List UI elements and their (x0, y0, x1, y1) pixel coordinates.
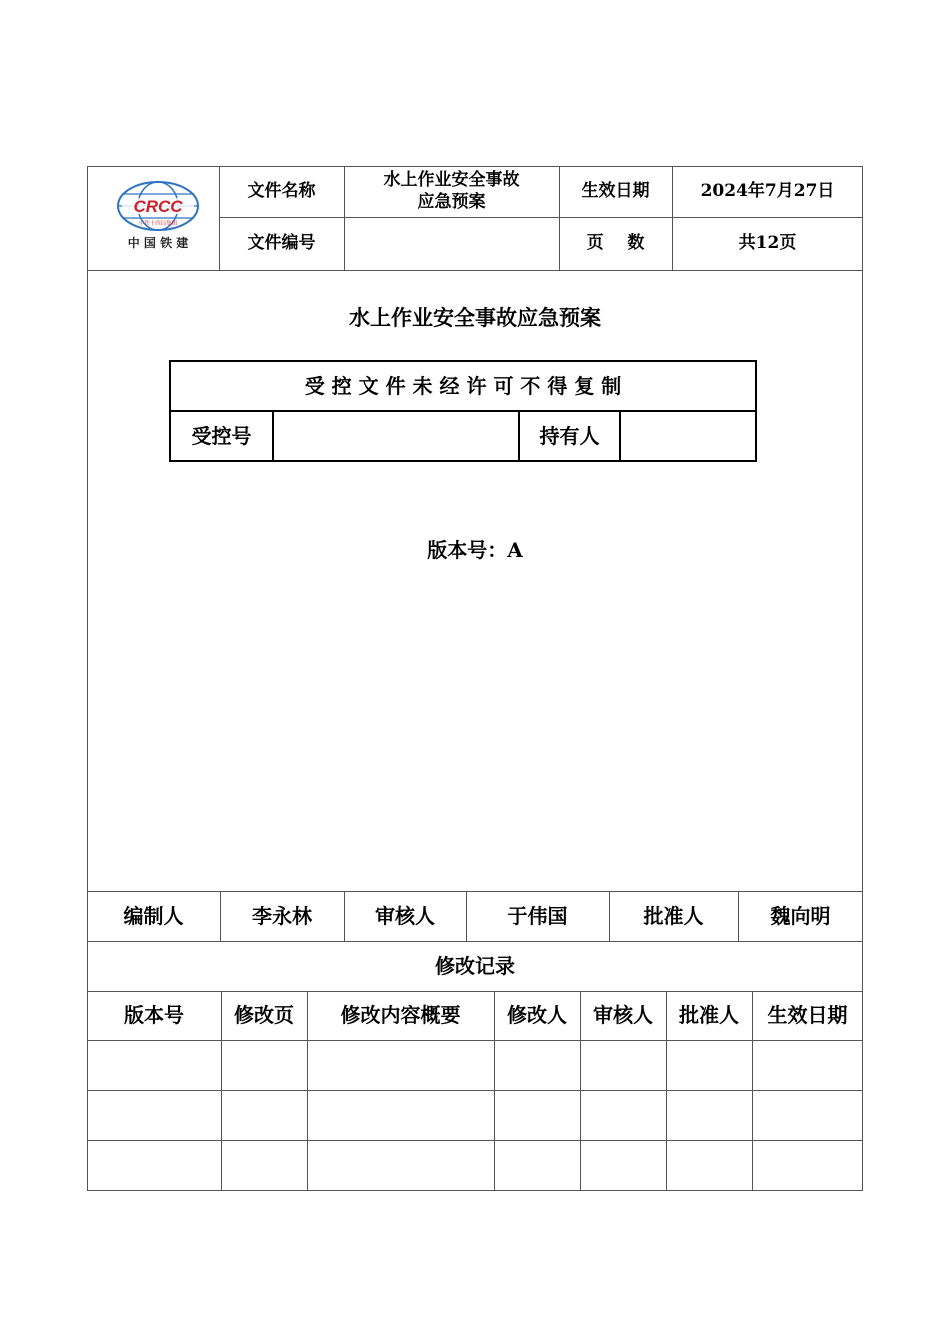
col-version: 版本号 (124, 1003, 184, 1027)
header-bottom-line (87, 270, 863, 271)
file-name-label: 文件名称 (247, 180, 316, 201)
col-effective-date: 生效日期 (767, 1003, 848, 1027)
control-notice: 受 控 文 件 未 经 许 可 不 得 复 制 (304, 373, 622, 398)
crcc-logo-icon (108, 178, 208, 254)
effective-date-label: 生效日期 (581, 180, 650, 201)
col-summary: 修改内容概要 (340, 1003, 461, 1027)
file-name-value (344, 166, 559, 217)
table-row (87, 1090, 863, 1140)
svg-text:中铁十四局集团: 中铁十四局集团 (138, 221, 178, 227)
control-number-value (274, 412, 518, 460)
control-number-label: 受控号 (191, 423, 252, 448)
col-approver: 批准人 (679, 1003, 739, 1027)
svg-text:CRCC: CRCC (133, 197, 183, 216)
control-box (169, 360, 757, 462)
pages-value: 共12页 (738, 232, 797, 253)
table-row (87, 1040, 863, 1090)
table-row (87, 1140, 863, 1190)
file-name-line1: 水上作业安全事故 (383, 170, 520, 191)
col-modified-page: 修改页 (234, 1003, 294, 1027)
holder-label: 持有人 (539, 423, 600, 448)
holder-value (621, 412, 755, 460)
compiler-label: 编制人 (123, 903, 184, 928)
company-logo (108, 178, 208, 254)
version-line: 版本号：A (427, 537, 523, 562)
file-name-line2: 应急预案 (417, 191, 486, 212)
svg-text:中 国 铁 建: 中 国 铁 建 (127, 236, 189, 250)
file-number-value (344, 217, 559, 270)
reviewer-label: 审核人 (375, 903, 435, 928)
approver-label: 批准人 (643, 903, 704, 928)
reviewer-name: 于伟国 (507, 903, 568, 928)
approver-name: 魏向明 (770, 903, 831, 928)
revision-record-title: 修改记录 (435, 953, 515, 978)
effective-date-value: 2024年7月27日 (700, 180, 835, 201)
col-reviewer: 审核人 (593, 1003, 653, 1027)
document-title: 水上作业安全事故应急预案 (349, 304, 601, 330)
col-modifier: 修改人 (507, 1003, 567, 1027)
file-number-label: 文件编号 (247, 232, 316, 253)
compiler-name: 李永林 (252, 903, 312, 928)
pages-label: 页 数 (586, 232, 645, 253)
